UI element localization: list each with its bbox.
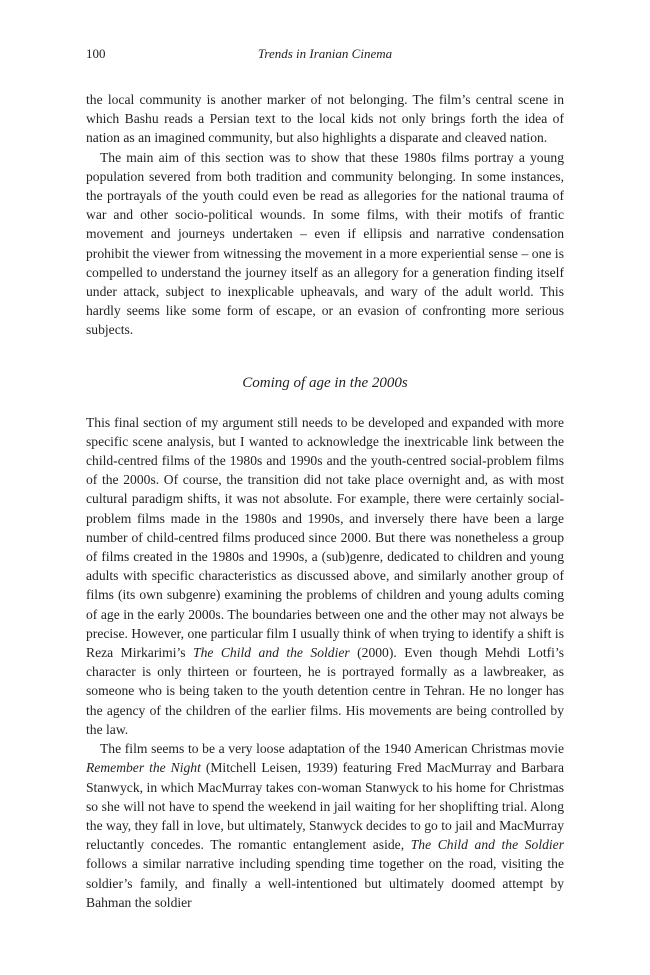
paragraph-main-aim: The main aim of this section was to show that these 1980s films portray a young population severed from both tradition and community belonging. In some instances, the portrayals of the youth could even be read as allegories for the national trauma of war and other socio-political wounds. In some films, with their motifs of frantic movement and journeys undertaken – even if ellipsis and narrative condensation prohibit the viewer from witnessing the movement in a more experiential sense – one is compelled to understand the journey itself as an allegory for a generation finding itself under attack, subject to inexplicable upheavals, and wary of the adult world. This hardly seems like some form of escape, or an evasion of confronting more serious subjects. — [86, 149, 564, 338]
text-run: (2000). Even though Mehdi Lotfi’s character is only thirteen or fourteen, he is portrayed formally as a lawbreaker, as someone who is being taken to the youth detention centre in Tehran. He no longer has the agency of the children of the earlier films. His movements are being controlled by the law. — [86, 645, 565, 737]
paragraph-continued: the local community is another marker of not belonging. The film’s central scene in which Bashu reads a Persian text to the local kids not only brings forth the idea of nation as an imagined community, but also highlights a disparate and cleaved nation. — [86, 92, 564, 146]
body-text — [86, 90, 564, 912]
text-run: (Mitchell Leisen, 1939) featuring Fred MacMurray and Barbara Stanwyck, in which MacMurray takes con-woman Stanwyck to his home for Christmas so she will not have to spend the weekend in jail waiting for her shoplifting trial. Along the way, they fall in love, but ultimately, Stanwyck decides to go to jail and MacMurray reluctantly concedes. The romantic entanglement aside, — [86, 760, 564, 853]
page-number: 100 — [86, 46, 106, 61]
film-title: Remember the Night — [86, 760, 201, 776]
text-run: The film seems to be a very loose adaptation of the 1940 American Christmas movie — [100, 741, 564, 757]
paragraph-adaptation — [86, 739, 564, 912]
running-title: Trends in Iranian Cinema — [257, 46, 393, 61]
film-title: The Child and the Soldier — [193, 645, 350, 661]
paragraph-final-section — [86, 413, 564, 739]
text-run: This final section of my argument still needs to be developed and expanded with more specific scene analysis, but I wanted to acknowledge the inextricable link between the child-centred films of the 1980s and 1990s and the youth-centred social-problem films of the 2000s. Of course, the transition did not take place overnight and, as with most cultural paradigm shifts, it was not absolute. For example, there were certainly social-problem films made in the 1980s and 1990s, and inversely there have been a large number of child-centred films produced since 2000. But there was nonetheless a group of films created in the 1980s and 1990s, a (sub)genre, dedicated to children and young adults with specific characteristics as discussed above, and similarly another group of films (its own subgenre) examining the problems of children and young adults coming of age in the early 2000s. The boundaries between one and the other may not always be precise. However, one particular film I usually think of when trying to identify a shift is Reza Mirkarimi’s — [86, 414, 564, 661]
book-page — [86, 44, 564, 912]
running-head — [86, 44, 564, 64]
text-run: follows a similar narrative including spending time together on the road, visiting the soldier’s family, and finally a well-intentioned but ultimately doomed attempt by Bahman the soldier — [86, 856, 564, 910]
film-title: The Child and the Soldier — [410, 837, 564, 853]
section-heading: Coming of age in the 2000s — [242, 374, 408, 391]
